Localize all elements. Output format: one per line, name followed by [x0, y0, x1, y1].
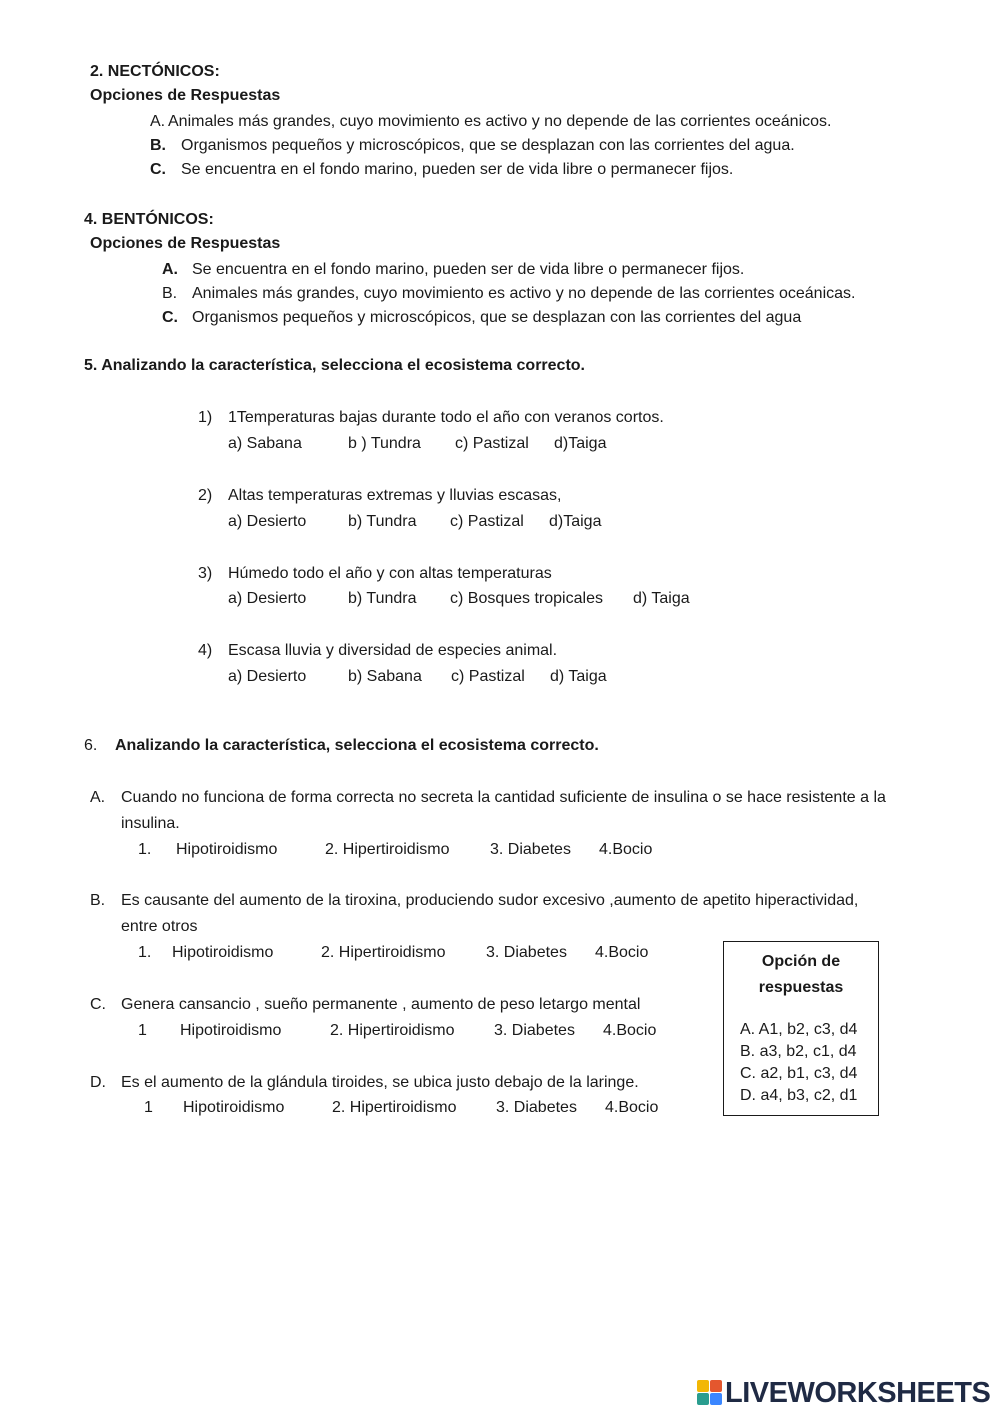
option[interactable]: a) Desierto [228, 668, 307, 685]
option[interactable]: 4.Bocio [603, 1022, 657, 1039]
option[interactable]: 2. Hipertiroidismo [325, 841, 450, 858]
option[interactable]: 2. Hipertiroidismo [321, 944, 446, 961]
option[interactable]: d) Taiga [550, 668, 607, 685]
option[interactable]: b) Tundra [348, 513, 417, 530]
answer-option-b[interactable]: B. a3, b2, c1, d4 [740, 1043, 857, 1060]
option-number: 1 [138, 1022, 147, 1039]
option[interactable]: Hipotiroidismo [183, 1099, 285, 1116]
option[interactable]: b ) Tundra [348, 435, 421, 452]
item-text: Húmedo todo el año y con altas temperaturas [228, 565, 552, 582]
option[interactable]: c) Pastizal [450, 513, 524, 530]
item-text: Altas temperaturas extremas y lluvias escasas, [228, 487, 562, 504]
item-letter: B. [90, 892, 106, 909]
option-text: Se encuentra en el fondo marino, pueden ser de vida libre o permanecer fijos. [192, 261, 745, 278]
option[interactable]: 3. Diabetes [494, 1022, 575, 1039]
option-number: 1 [144, 1099, 153, 1116]
option[interactable]: a) Desierto [228, 513, 307, 530]
option-text: Animales más grandes, cuyo movimiento es activo y no depende de las corrientes oceánicos. [168, 113, 832, 130]
option-number: 1. [138, 841, 152, 858]
item-text: Es causante del aumento de la tiroxina, produciendo sudor excesivo ,aumento de apetito hiperactividad, [121, 892, 859, 909]
option-text: Animales más grandes, cuyo movimiento es activo y no depende de las corrientes oceánicas. [192, 285, 856, 302]
answer-option-c[interactable]: C. a2, b1, c3, d4 [740, 1065, 858, 1082]
item-number: 1) [198, 409, 213, 426]
blocks-icon [697, 1380, 723, 1406]
option-text: Se encuentra en el fondo marino, pueden ser de vida libre o permanecer fijos. [181, 161, 734, 178]
box-title-line1: Opción de [761, 953, 841, 970]
option-letter: A. [162, 261, 178, 278]
option[interactable]: 4.Bocio [595, 944, 649, 961]
option[interactable]: 2. Hipertiroidismo [332, 1099, 457, 1116]
item-number: 3) [198, 565, 213, 582]
option[interactable]: a) Sabana [228, 435, 302, 452]
option-letter: C. [162, 309, 178, 326]
q5-title: 5. Analizando la característica, selecciona el ecosistema correcto. [84, 357, 585, 374]
item-letter: C. [90, 996, 106, 1013]
q2-subtitle: Opciones de Respuestas [90, 87, 281, 104]
option[interactable]: Hipotiroidismo [180, 1022, 282, 1039]
item-text: Cuando no funciona de forma correcta no secreta la cantidad suficiente de insulina o se hace resistente a la [121, 789, 886, 806]
item-letter: D. [90, 1074, 106, 1091]
option[interactable]: 3. Diabetes [490, 841, 571, 858]
option[interactable]: 4.Bocio [599, 841, 653, 858]
option[interactable]: d) Taiga [633, 590, 690, 607]
answer-option-d[interactable]: D. a4, b3, c2, d1 [740, 1087, 858, 1104]
item-letter: A. [90, 789, 106, 806]
option[interactable]: c) Bosques tropicales [450, 590, 603, 607]
option[interactable]: b) Tundra [348, 590, 417, 607]
option[interactable]: d)Taiga [554, 435, 607, 452]
item-text: 1Temperaturas bajas durante todo el año con veranos cortos. [228, 409, 664, 426]
q6-number: 6. [84, 737, 98, 754]
option-letter: C. [150, 161, 166, 178]
option[interactable]: 3. Diabetes [486, 944, 567, 961]
item-text: Escasa lluvia y diversidad de especies animal. [228, 642, 558, 659]
option-letter: A. [150, 113, 166, 130]
option-text: Organismos pequeños y microscópicos, que se desplazan con las corrientes del agua [192, 309, 802, 326]
option[interactable]: c) Pastizal [455, 435, 529, 452]
option[interactable]: c) Pastizal [451, 668, 525, 685]
item-text-cont: entre otros [121, 918, 198, 935]
q4-subtitle: Opciones de Respuestas [90, 235, 281, 252]
option[interactable]: b) Sabana [348, 668, 422, 685]
box-title-line2: respuestas [758, 979, 844, 996]
option[interactable]: 3. Diabetes [496, 1099, 577, 1116]
option[interactable]: 2. Hipertiroidismo [330, 1022, 455, 1039]
option-letter: B. [150, 137, 166, 154]
option-number: 1. [138, 944, 152, 961]
logo-text: LIVEWORKSHEETS [725, 1377, 991, 1409]
option[interactable]: Hipotiroidismo [176, 841, 278, 858]
option[interactable]: a) Desierto [228, 590, 307, 607]
answer-option-a[interactable]: A. A1, b2, c3, d4 [740, 1021, 858, 1038]
q6-title: Analizando la característica, selecciona el ecosistema correcto. [115, 737, 599, 754]
q4-title: 4. BENTÓNICOS: [84, 211, 214, 228]
option-text: Organismos pequeños y microscópicos, que se desplazan con las corrientes del agua. [181, 137, 795, 154]
item-text: Genera cansancio , sueño permanente , aumento de peso letargo mental [121, 996, 641, 1013]
q2-title: 2. NECTÓNICOS: [90, 63, 220, 80]
item-number: 2) [198, 487, 213, 504]
answer-options-box [723, 941, 879, 1116]
option-letter: B. [162, 285, 178, 302]
item-text: Es el aumento de la glándula tiroides, se ubica justo debajo de la laringe. [121, 1074, 639, 1091]
option[interactable]: 4.Bocio [605, 1099, 659, 1116]
item-number: 4) [198, 642, 213, 659]
item-text-cont: insulina. [121, 815, 180, 832]
option[interactable]: Hipotiroidismo [172, 944, 274, 961]
option[interactable]: d)Taiga [549, 513, 602, 530]
